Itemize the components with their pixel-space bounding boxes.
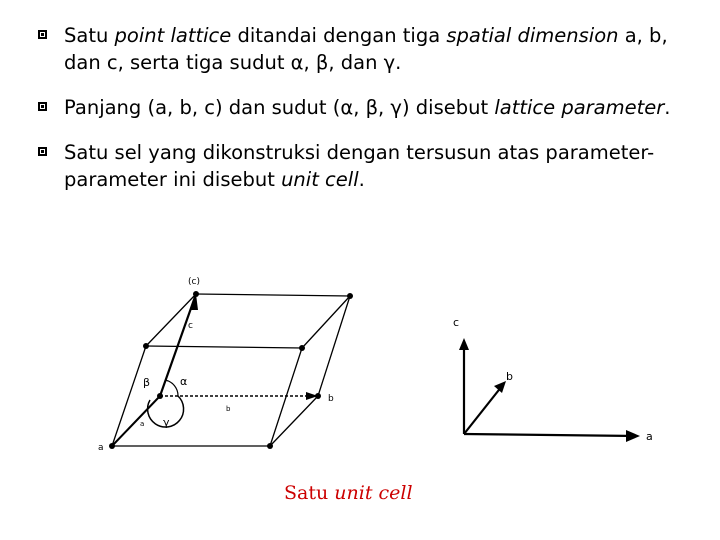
bullet-text: a, b, dan c, serta tiga sudut α, β, dan γ.: [64, 24, 668, 74]
bullet-text: ditandai dengan tiga: [231, 24, 447, 47]
label-gamma: γ: [163, 416, 170, 429]
bullet-lattice-parameter: [36, 94, 706, 121]
label-alpha: α: [180, 375, 188, 388]
lattice-points: [109, 291, 353, 449]
figure-caption: [284, 482, 413, 504]
bullet-point-lattice: [36, 22, 706, 76]
axis-b-arrow-icon: [494, 381, 506, 393]
bullet-emph: spatial dimension: [446, 24, 619, 47]
bullet-emph: unit cell: [281, 168, 359, 191]
label-beta: β: [143, 376, 151, 389]
bullet-marker-icon: [38, 147, 47, 156]
bullet-text: Satu sel yang dikonstruksi dengan tersusun atas parameter-parameter ini disebut: [64, 141, 655, 191]
bullet-list: [36, 22, 706, 211]
bullet-marker-icon: [38, 30, 47, 39]
unit-cell-figure: [0, 250, 720, 490]
axes-diagram: [464, 344, 636, 436]
axis-c-arrow-icon: [459, 338, 469, 350]
axis-a-arrow-icon: [626, 430, 640, 442]
label-c: c: [188, 321, 193, 331]
bullet-emph: lattice parameter: [494, 96, 665, 119]
label-b-mid: b: [226, 405, 231, 413]
parallelepiped-diagram: [112, 294, 350, 446]
bullet-unit-cell: [36, 139, 706, 193]
caption-text: Satu: [284, 482, 335, 504]
label-b-end: b: [328, 394, 334, 404]
bullet-marker-icon: [38, 102, 47, 111]
caption-emph: unit cell: [334, 482, 413, 504]
axis-label-a: a: [646, 430, 653, 443]
bullet-text: .: [358, 168, 365, 191]
axis-label-c: c: [453, 316, 460, 329]
bullet-text: .: [664, 96, 671, 119]
label-a-mid: a: [140, 420, 145, 428]
label-top-c: (c): [188, 277, 200, 287]
label-a-end: a: [98, 443, 104, 453]
axis-label-b: b: [506, 370, 513, 383]
bullet-emph: point lattice: [114, 24, 232, 47]
bullet-text: Panjang (a, b, c) dan sudut (α, β, γ) disebut: [64, 96, 495, 119]
bullet-text: Satu: [64, 24, 115, 47]
